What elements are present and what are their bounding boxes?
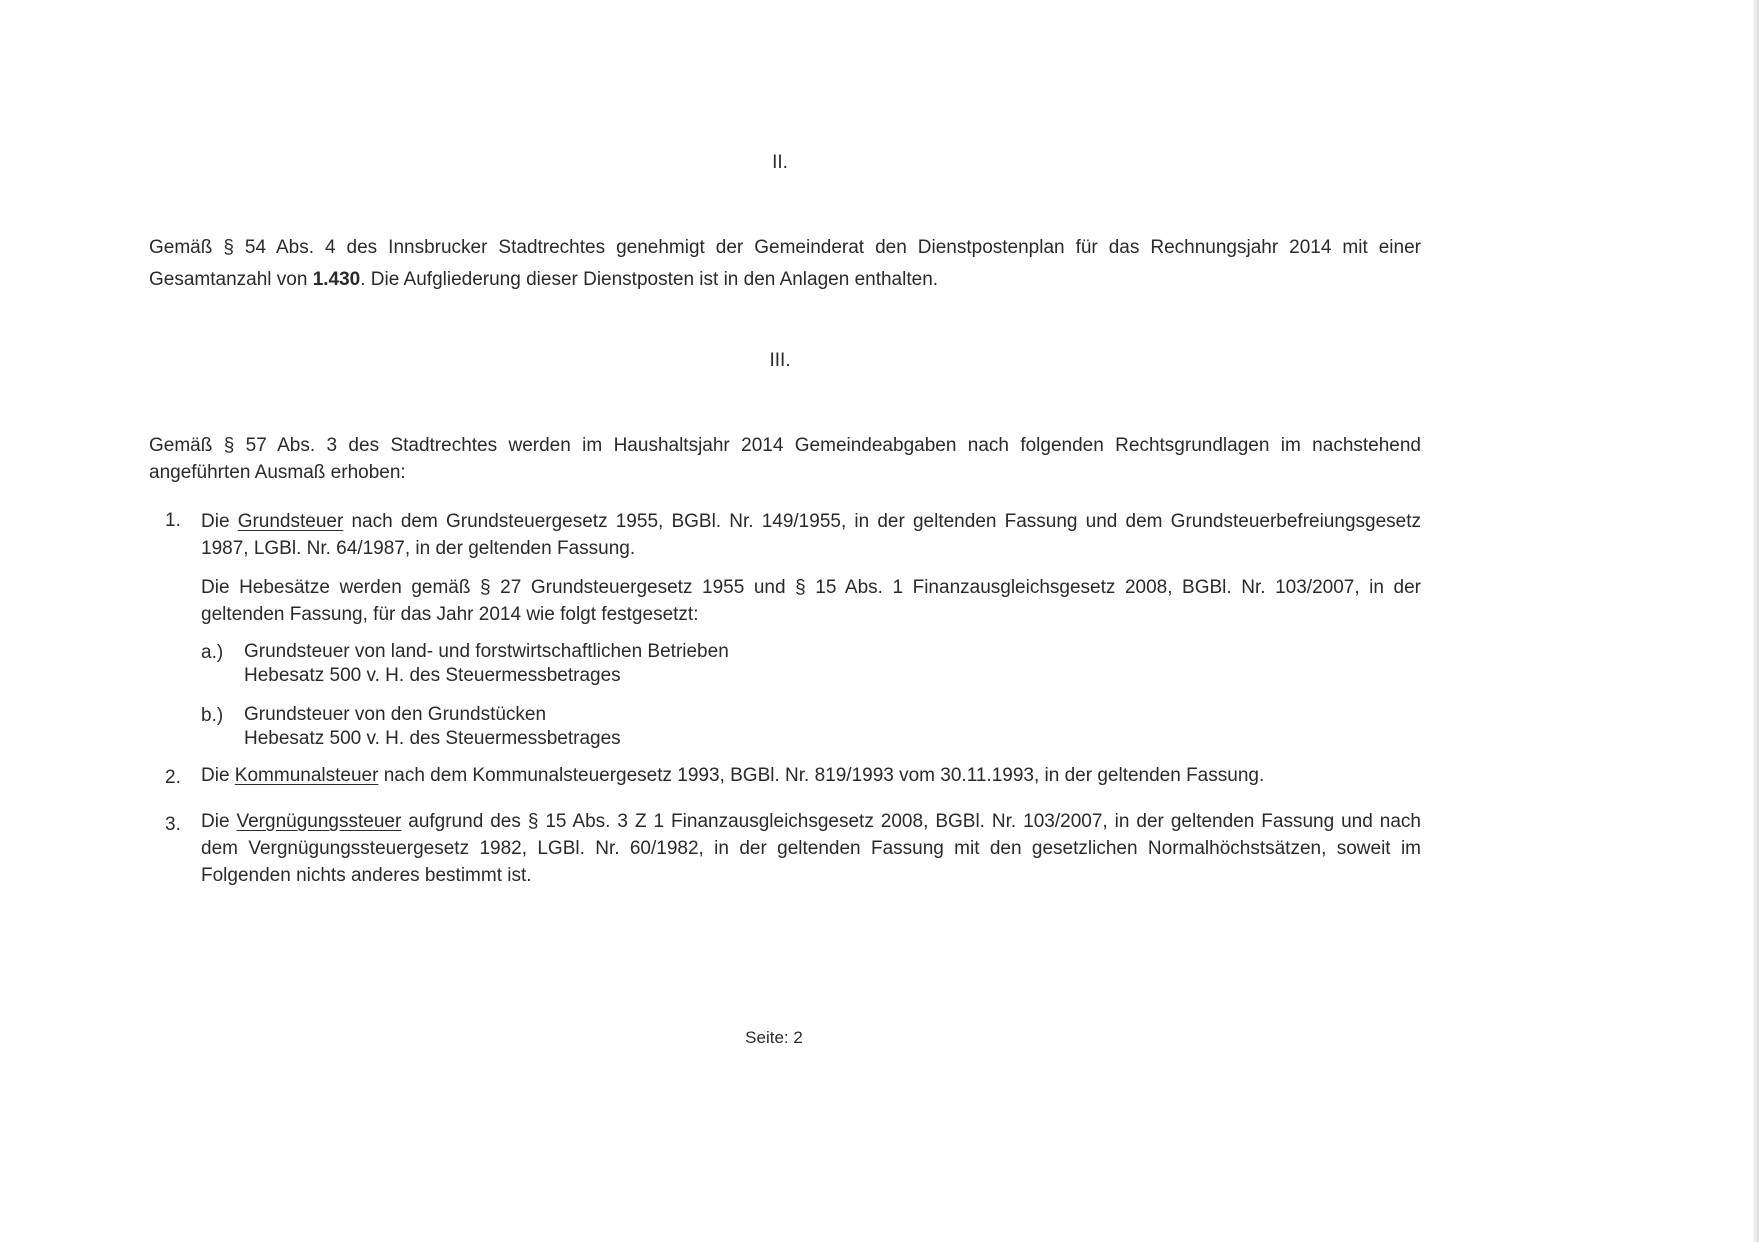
sub-item-label: b.) [201, 705, 224, 726]
sub-item-a-line2: Hebesatz 500 v. H. des Steuermessbetrages [244, 665, 621, 686]
page-number: Seite: 2 [745, 1028, 803, 1047]
list-item-text: nach dem Grundsteuergesetz 1955, BGBl. Nr. 149/1955, in der geltenden Fassung und dem Grundsteuerbefreiungsgesetz 1987, LGBl. Nr. 64/1987, in der geltenden Fassung. [201, 511, 1421, 559]
list-item-grundsteuer [201, 508, 1421, 562]
section-heading-2: II. [772, 152, 788, 173]
section-2-text-end: . Die Aufgliederung dieser Dienstposten ist in den Anlagen enthalten. [360, 269, 939, 290]
tax-name-vergnuegungssteuer: Vergnügungssteuer [236, 811, 402, 832]
total-positions-value: 1.430 [312, 269, 361, 290]
list-item-number: 3. [165, 814, 181, 835]
list-item-text: aufgrund des § 15 Abs. 3 Z 1 Finanzausgleichsgesetz 2008, BGBl. Nr. 103/2007, in der geltenden Fassung und nach dem Vergnügungssteuergesetz 1982, LGBl. Nr. 60/1982, in der geltenden Fassung mit den gesetzlichen Normalhöchstsätzen, soweit im Folgenden nichts anderes bestimmt ist. [201, 811, 1421, 886]
section-2-text-start: Gemäß § 54 Abs. 4 des Innsbrucker Stadtrechtes genehmigt der Gemeinderat den Dienstpostenplan für das Rechnungsjahr 2014 mit einer Gesamtanzahl von [149, 237, 1421, 290]
list-item-kommunalsteuer [201, 762, 1421, 789]
sub-item-a [244, 640, 729, 688]
section-heading-3: III. [769, 350, 791, 371]
hebesaetze-paragraph: Die Hebesätze werden gemäß § 27 Grundsteuergesetz 1955 und § 15 Abs. 1 Finanzausgleichsgesetz 2008, BGBl. Nr. 103/2007, in der geltenden Fassung, für das Jahr 2014 wie folgt festgesetzt: [201, 577, 1421, 625]
section-2-paragraph [149, 232, 1421, 296]
list-item-number: 2. [165, 767, 181, 788]
section-3-intro: Gemäß § 57 Abs. 3 des Stadtrechtes werden im Haushaltsjahr 2014 Gemeindeabgaben nach folgenden Rechtsgrundlagen im nachstehend angeführten Ausmaß erhoben: [149, 435, 1421, 483]
tax-name-kommunalsteuer: Kommunalsteuer [234, 765, 379, 786]
sub-item-a-line1: Grundsteuer von land- und forstwirtschaftlichen Betrieben [244, 641, 729, 662]
sub-item-b-line1: Grundsteuer von den Grundstücken [244, 704, 547, 725]
list-item-prefix: Die [201, 811, 237, 832]
tax-name-grundsteuer: Grundsteuer [237, 511, 344, 532]
sub-item-b-line2: Hebesatz 500 v. H. des Steuermessbetrages [244, 728, 621, 749]
list-item-prefix: Die [201, 765, 235, 786]
list-item-vergnuegungssteuer [201, 808, 1421, 889]
page-edge-shadow [1753, 0, 1759, 1242]
list-item-text: nach dem Kommunalsteuergesetz 1993, BGBl. Nr. 819/1993 vom 30.11.1993, in der geltenden Fassung. [378, 765, 1265, 786]
sub-item-label: a.) [201, 642, 224, 663]
list-item-number: 1. [165, 510, 181, 531]
sub-item-b [244, 703, 621, 751]
list-item-prefix: Die [201, 511, 238, 532]
